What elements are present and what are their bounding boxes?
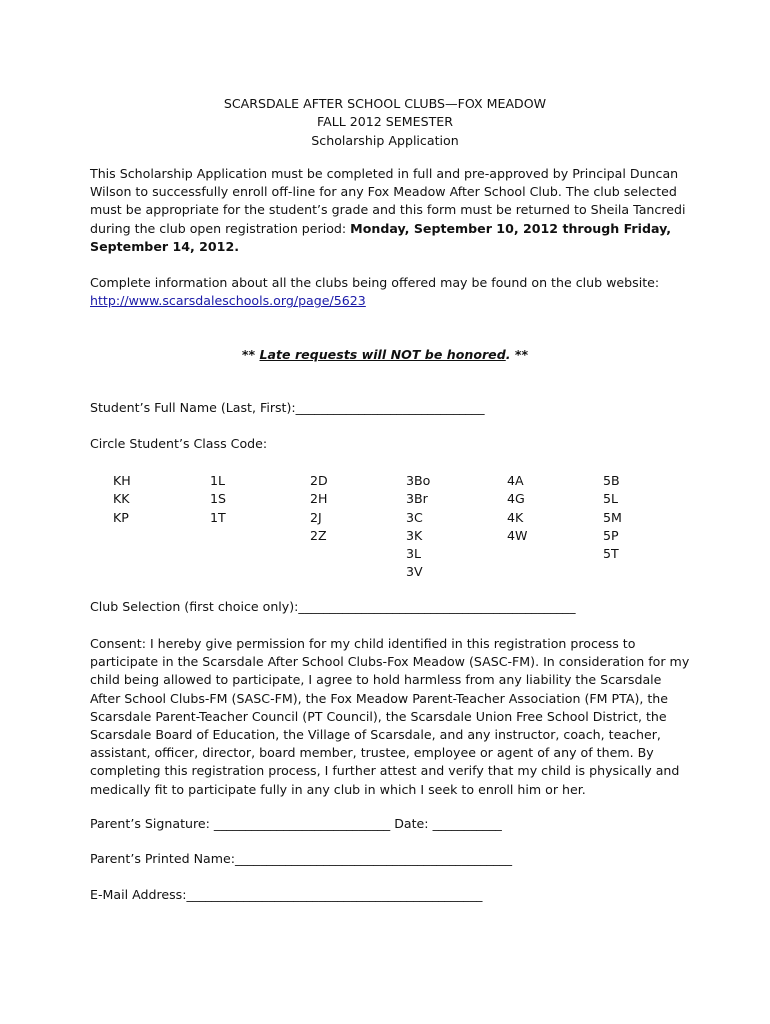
- class-code-option[interactable]: 3K: [406, 527, 423, 543]
- club-selection-line[interactable]: ____________________________________________: [298, 599, 576, 614]
- date-line[interactable]: ___________: [432, 816, 502, 831]
- class-code-column-4: [507, 472, 527, 545]
- student-name-field[interactable]: [90, 400, 485, 415]
- class-code-column-5: [603, 472, 622, 563]
- consent-paragraph: Consent: I hereby give permission for my child identified in this registration process to participate in the Scarsdale After School Clubs-Fox Meadow (SASC-FM). In consideration for my child being allowed to participate, I agree to hold harmless from any liability the Scarsdale After School Clubs-FM (SASC-FM), the Fox Meadow Parent-Teacher Association (FM PTA), the Scarsdale Parent-Teacher Council (PT Council), the Scarsdale Union Free School District, the Scarsdale Board of Education, the Village of Scarsdale, and any instructor, coach, teacher, assistant, officer, director, board member, trustee, employee or agent of any of them. By completing this registration process, I further attest and verify that my child is physically and medically fit to participate fully in any club in which I seek to enroll him or her.: [90, 636, 690, 797]
- class-code-option[interactable]: 2J: [310, 509, 322, 525]
- club-info-paragraph: [90, 274, 690, 310]
- class-code-column-1: [210, 472, 226, 527]
- email-label: E-Mail Address:: [90, 887, 187, 902]
- class-code-option[interactable]: 5B: [603, 473, 620, 488]
- class-code-option[interactable]: 4G: [507, 491, 525, 507]
- class-code-option[interactable]: KK: [113, 491, 130, 507]
- printed-name-label: Parent’s Printed Name:: [90, 851, 235, 866]
- class-code-option[interactable]: KP: [113, 509, 129, 525]
- class-code-option[interactable]: 5M: [603, 509, 622, 525]
- late-notice-text: Late requests will NOT be honored: [259, 347, 506, 362]
- class-code-option[interactable]: 3C: [406, 509, 423, 525]
- class-code-option[interactable]: 3L: [406, 546, 422, 562]
- class-code-option[interactable]: 2H: [310, 491, 328, 507]
- email-field[interactable]: [90, 887, 482, 902]
- signature-line[interactable]: ____________________________: [213, 816, 391, 831]
- class-code-option[interactable]: 4W: [507, 527, 528, 543]
- class-code-option[interactable]: 2Z: [310, 527, 327, 543]
- class-code-option[interactable]: 2D: [310, 473, 328, 488]
- class-code-column-3: [406, 472, 430, 582]
- class-code-option[interactable]: 3Bo: [406, 473, 431, 488]
- class-code-label: Circle Student’s Class Code:: [90, 436, 268, 451]
- class-code-option[interactable]: 4A: [507, 473, 524, 488]
- signature-field[interactable]: [90, 816, 502, 831]
- late-notice-prefix: **: [241, 347, 260, 362]
- student-name-line[interactable]: ______________________________: [295, 400, 485, 415]
- semester-title: FALL 2012 SEMESTER: [317, 114, 453, 129]
- class-code-option[interactable]: 5P: [603, 527, 619, 543]
- class-code-option[interactable]: 1L: [210, 473, 226, 488]
- form-subtitle: Scholarship Application: [311, 133, 459, 148]
- class-code-option[interactable]: 1S: [210, 491, 227, 507]
- printed-name-field[interactable]: [90, 851, 512, 866]
- class-code-option[interactable]: 5T: [603, 546, 619, 562]
- form-title: SCARSDALE AFTER SCHOOL CLUBS—FOX MEADOW: [223, 96, 547, 111]
- club-selection-field[interactable]: [90, 599, 575, 614]
- class-code-option[interactable]: 4K: [507, 509, 524, 525]
- signature-label: Parent’s Signature:: [90, 816, 214, 831]
- email-line[interactable]: _______________________________________________: [186, 887, 483, 902]
- printed-name-line[interactable]: ____________________________________________: [235, 851, 513, 866]
- class-code-option[interactable]: 5L: [603, 491, 619, 507]
- intro-paragraph: [90, 165, 690, 256]
- club-info-text: Complete information about all the clubs being offered may be found on the club website:: [90, 275, 660, 290]
- class-code-column-k: [113, 472, 131, 527]
- late-notice: [0, 347, 770, 362]
- student-name-label: Student’s Full Name (Last, First):: [90, 400, 296, 415]
- class-code-column-2: [310, 472, 328, 545]
- club-selection-label: Club Selection (first choice only):: [90, 599, 299, 614]
- date-label: Date:: [390, 816, 433, 831]
- class-code-option[interactable]: KH: [113, 473, 131, 488]
- class-code-option[interactable]: 3Br: [406, 491, 428, 507]
- registration-dates: Monday, September 10, 2012 through Friday, September 14, 2012.: [90, 220, 672, 254]
- class-code-option[interactable]: 1T: [210, 509, 226, 525]
- late-notice-suffix: . **: [505, 347, 529, 362]
- intro-text: This Scholarship Application must be completed in full and pre-approved by Principal Duncan Wilson to successfully enroll off-line for any Fox Meadow After School Club. The club selected must be appropriate for the student’s grade and this form must be returned to Sheila Tancredi during the club open registration period:: [90, 166, 686, 236]
- class-code-option[interactable]: 3V: [406, 564, 423, 580]
- club-website-link[interactable]: http://www.scarsdaleschools.org/page/5623: [90, 293, 366, 309]
